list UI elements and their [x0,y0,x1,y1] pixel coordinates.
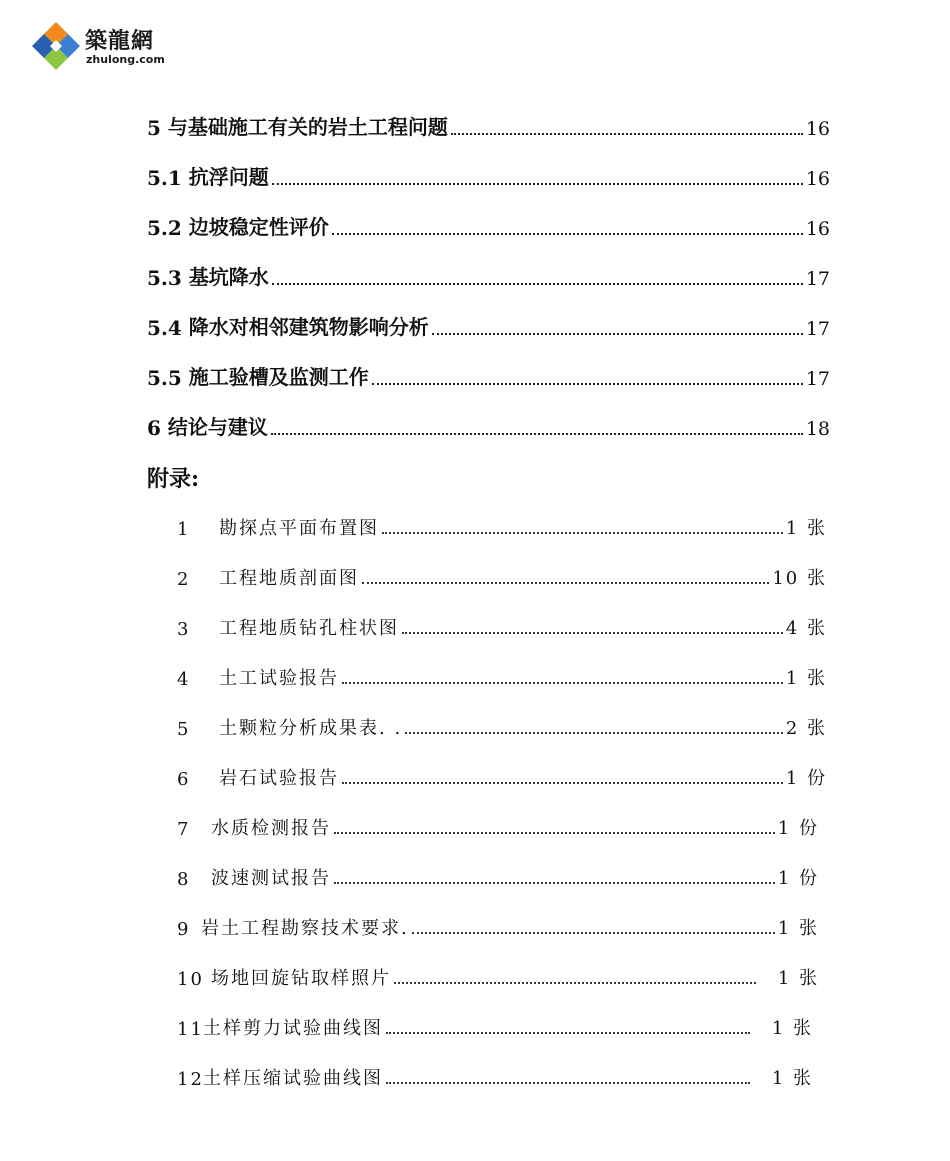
toc-section-number: 5.4 [147,316,182,340]
appendix-item-count: 1 张 [785,518,827,539]
appendix-item-count: 1 份 [777,868,819,889]
appendix-item-title: 土工试验报告 [219,668,339,689]
toc-page-number: 16 [805,218,830,240]
appendix-item-number: 5 [177,719,191,740]
toc-entry[interactable] [147,110,830,140]
appendix-item-count: 1 份 [777,818,819,839]
appendix-item-count: 1 份 [785,768,827,789]
dot-leader [334,831,775,834]
toc-page-number: 18 [805,418,830,440]
appendix-item [177,1062,813,1090]
appendix-item-number: 11 [177,1019,204,1040]
toc-entry[interactable] [147,260,830,290]
toc-section-title: 抗浮问题 [188,165,269,189]
dot-leader [272,282,803,285]
toc-section-number: 5.3 [147,266,182,290]
dot-leader [332,232,803,235]
dot-leader [386,1031,750,1034]
appendix-item [177,1012,813,1040]
appendix-item-count: 1 张 [771,1068,813,1089]
appendix-item-count: 1 张 [777,918,819,939]
toc-entry[interactable] [147,160,830,190]
appendix-item-number: 12 [177,1069,204,1090]
toc-entry[interactable] [147,310,830,340]
toc-section-title: 结论与建议 [167,415,268,439]
dot-leader [402,631,783,634]
appendix-item-number: 9 [177,919,191,940]
toc-page-number: 17 [805,368,830,390]
appendix-item-title: 土样剪力试验曲线图 [203,1018,383,1039]
appendix-item-number: 3 [177,619,191,640]
appendix-item [177,812,819,840]
toc-entry[interactable] [147,210,830,240]
dot-leader [394,981,756,984]
appendix-item-count: 1 张 [785,668,827,689]
appendix-item-title: 岩石试验报告 [219,768,339,789]
toc-section-number: 5.2 [147,216,182,240]
dot-leader [432,332,803,335]
zhulong-logo-icon [30,20,82,72]
toc-section-number: 5.1 [147,166,182,190]
appendix-item-title: 场地回旋钻取样照片 [211,968,391,989]
toc-section-title: 边坡稳定性评价 [188,215,329,239]
appendix-item-number: 6 [177,769,191,790]
appendix-item-title: 水质检测报告 [211,818,331,839]
appendix-heading: 附录: [147,466,200,492]
appendix-item-count: 1 张 [771,1018,813,1039]
toc-section-number: 6 [147,416,161,440]
appendix-item-count: 1 张 [777,968,819,989]
appendix-item [177,562,827,590]
appendix-item-title: 岩土工程勘察技术要求. [201,918,409,939]
dot-leader [451,132,803,135]
site-logo [30,20,180,70]
appendix-item-number: 1 [177,519,191,540]
dot-leader [342,781,783,784]
appendix-item-number: 2 [177,569,191,590]
appendix-item [177,612,827,640]
toc-page-number: 17 [805,318,830,340]
appendix-item [177,962,819,990]
toc-page-number: 16 [805,118,830,140]
appendix-item-count: 4 张 [785,618,827,639]
appendix-item-number: 10 [177,969,204,990]
appendix-item-title: 工程地质钻孔柱状图 [219,618,399,639]
dot-leader [334,881,775,884]
appendix-item-number: 8 [177,869,191,890]
toc-section-title: 降水对相邻建筑物影响分析 [188,315,429,339]
appendix-item-count: 2 张 [785,718,827,739]
logo-chinese-text: 築龍網 [85,29,155,54]
toc-section-number: 5.5 [147,366,182,390]
dot-leader [342,681,783,684]
toc-entry[interactable] [147,360,830,390]
appendix-item [177,512,827,540]
appendix-item [177,862,819,890]
appendix-item-title: 土样压缩试验曲线图 [203,1068,383,1089]
dot-leader [382,531,783,534]
dot-leader [372,382,803,385]
appendix-item [177,662,827,690]
dot-leader [362,581,769,584]
dot-leader [412,931,775,934]
appendix-item [177,712,827,740]
toc-section-title: 与基础施工有关的岩土工程问题 [167,115,448,139]
toc-section-title: 施工验槽及监测工作 [188,365,369,389]
toc-section-title: 基坑降水 [188,265,269,289]
dot-leader [272,182,803,185]
appendix-item-number: 4 [177,669,191,690]
toc-entry[interactable] [147,410,830,440]
appendix-item-title: 工程地质剖面图 [219,568,359,589]
appendix-item-title: 波速测试报告 [211,868,331,889]
appendix-item [177,762,827,790]
toc-page-number: 17 [805,268,830,290]
dot-leader [405,731,783,734]
appendix-item-title: 勘探点平面布置图 [219,518,379,539]
appendix-item-title: 土颗粒分析成果表. . [219,718,403,739]
appendix-item-count: 10 张 [772,568,827,589]
logo-domain-text: zhulong.com [86,53,165,66]
toc-page-number: 16 [805,168,830,190]
dot-leader [271,432,803,435]
appendix-item [177,912,819,940]
toc-section-number: 5 [147,116,161,140]
appendix-item-number: 7 [177,819,191,840]
dot-leader [386,1081,750,1084]
